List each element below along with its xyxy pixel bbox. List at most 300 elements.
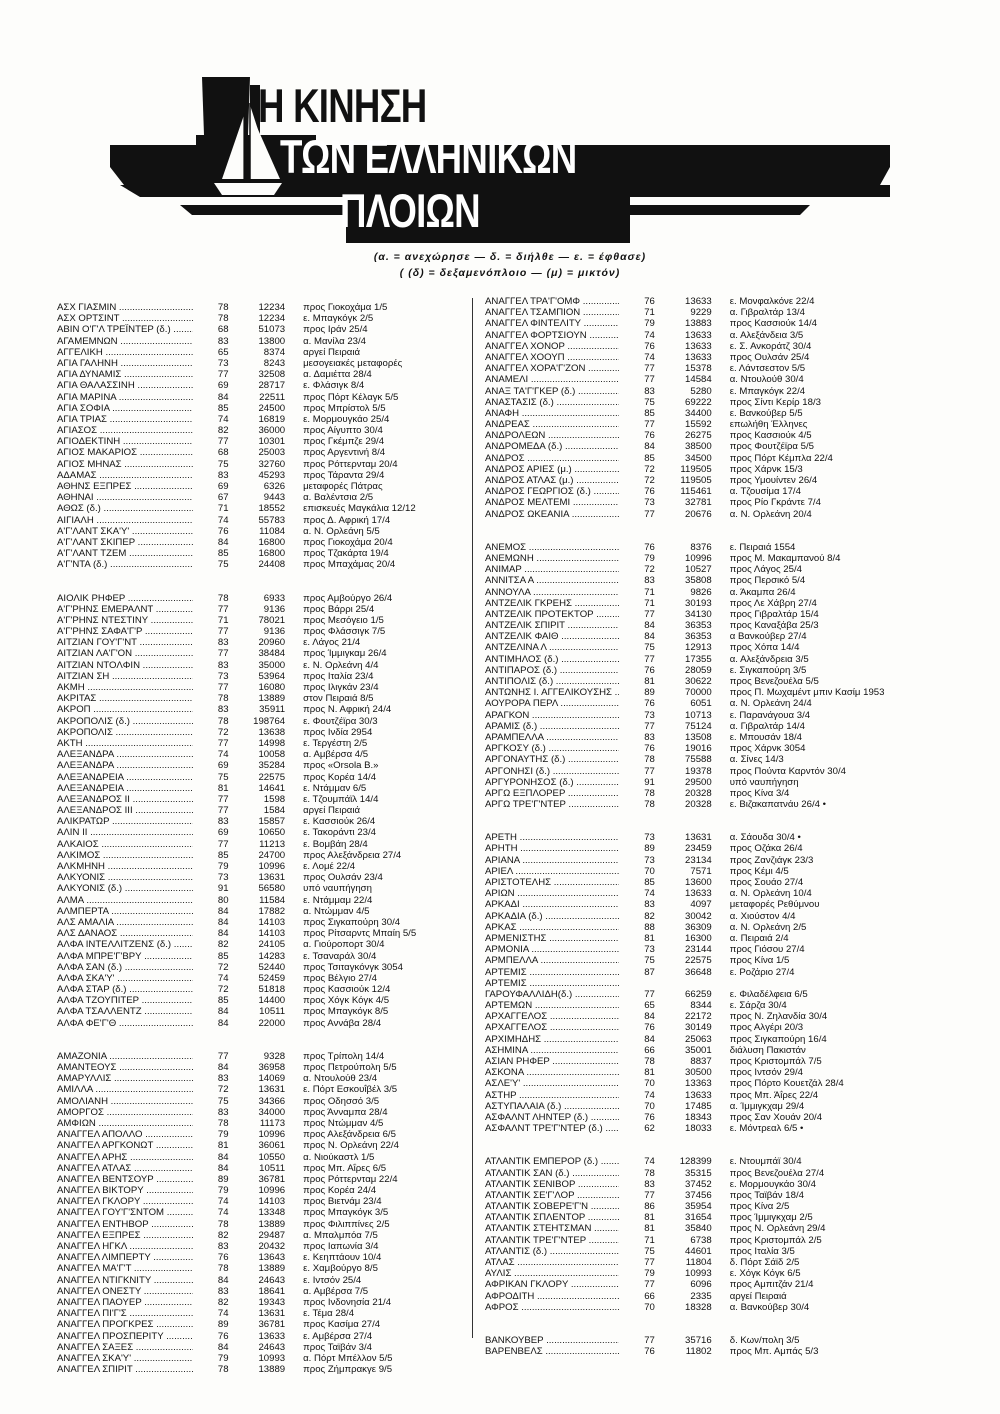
ship-name: ΑΛΦΑ ΙΝΤΕΛΛΙΤΖΕΝΣ (δ.) ..... <box>57 939 193 950</box>
tonnage: 2335 <box>690 1290 712 1302</box>
ship-name: ΑΣΧ ΓΙΑΣΜΙΝ ..... <box>57 302 193 313</box>
ship-row <box>57 425 497 436</box>
ship-row <box>57 973 497 984</box>
ship-name: ΑΛΚΥΟΝΙΣ (δ.) ..... <box>57 883 193 894</box>
build-year: 77 <box>217 793 229 805</box>
ship-status: προς Ιταλία 23/4 <box>303 670 374 682</box>
ship-row <box>485 631 925 642</box>
headline-line-1: Η ΚΙΝΗΣΗ <box>258 79 427 132</box>
ship-name: ΑΝΔΡΕΑΣ ..... <box>485 419 619 430</box>
ship-name: ΑΝΤΖΕΛΙΚ ΠΡΟΤΕΚΤΟΡ ..... <box>485 609 619 620</box>
ship-status: προς Κίνα 2/5 <box>729 1201 790 1213</box>
ship-row <box>57 1006 497 1017</box>
ship-status: προς Κριστομπάλ 7/5 <box>729 1056 822 1067</box>
ship-row <box>57 369 497 380</box>
ship-status: α. Τζουσίμα 17/4 <box>729 486 801 498</box>
tonnage: 15592 <box>685 419 712 431</box>
ship-name: ΑΙΓΙΑΛΗ ..... <box>57 515 193 526</box>
ship-status: ε. Μορμουγκάο 25/4 <box>303 413 390 425</box>
tonnage: 55783 <box>258 514 286 526</box>
ship-status: προς Ινδονησία 21/4 <box>303 1296 392 1308</box>
build-year: 76 <box>644 296 655 307</box>
build-year: 79 <box>217 861 229 872</box>
ship-name: Α'Γ'ΝΤΑ (δ.) ..... <box>57 559 193 570</box>
ship-status: α. Βανκούβερ 30/4 <box>729 1301 810 1313</box>
ship-row <box>57 839 497 850</box>
build-year: 66 <box>644 1044 655 1056</box>
build-year: 77 <box>644 988 655 1000</box>
ship-row <box>485 1034 925 1045</box>
ship-name: ΑΣΧ ΟΡΤΣΙΝΤ ..... <box>57 313 193 324</box>
ship-name: ΑΤΛΑΝΤΙΚ ΕΜΠΕΡΟΡ (δ.) ..... <box>485 1156 619 1167</box>
build-year: 73 <box>644 854 655 866</box>
build-year: 83 <box>644 1178 655 1190</box>
ship-name: ΑΛΕΞΑΝΔΡΑ ..... <box>57 749 193 760</box>
tonnage: 119505 <box>680 475 712 486</box>
tonnage: 1598 <box>263 793 286 805</box>
ship-status: α. Βαλέντσια 2/5 <box>303 492 374 504</box>
ship-status: προς Φουτζέϊρα 5/5 <box>729 441 814 453</box>
build-year: 75 <box>644 955 655 967</box>
tonnage: 32781 <box>685 497 712 509</box>
ship-status: ε. Κεηπτάουν 10/4 <box>303 1252 382 1264</box>
tonnage: 56580 <box>258 883 286 895</box>
ship-row <box>485 788 925 799</box>
build-year: 78 <box>217 1218 229 1230</box>
ship-row <box>57 962 497 973</box>
ship-status: προς Αλεξάνδρεια 6/5 <box>303 1129 396 1141</box>
ship-row <box>57 1084 497 1095</box>
build-year: 77 <box>217 682 229 693</box>
ship-row <box>57 503 497 514</box>
ship-row <box>57 883 497 894</box>
tonnage: 16080 <box>258 682 286 693</box>
tonnage: 35284 <box>258 760 286 772</box>
build-year: 77 <box>217 805 229 817</box>
ship-name: ΑΝΑΓΓΕΛ ΑΡΗΣ ..... <box>57 1152 193 1163</box>
ship-row <box>485 441 925 452</box>
ship-name: ΑΝΑΓΓΕΛ ΧΟΡΑ'Γ'ΖΟΝ ..... <box>485 363 619 374</box>
ship-row <box>485 843 925 854</box>
tonnage: 17882 <box>258 905 286 917</box>
ship-name: ΑΚΡΟΠΟΛΙΣ (δ.) ..... <box>57 716 193 727</box>
ship-name: ΑΛΚΑΙΟΣ ..... <box>57 839 193 850</box>
ship-row <box>57 436 497 447</box>
ship-row <box>57 336 497 347</box>
ship-name: ΑΛΕΞΑΝΔΡΕΙΑ ..... <box>57 783 193 794</box>
build-year: 70 <box>644 1100 655 1112</box>
tonnage: 36353 <box>685 631 712 643</box>
build-year: 72 <box>644 463 655 475</box>
build-year: 84 <box>217 536 229 548</box>
ship-status: μεταφορές Ρεθύμνου <box>729 899 820 911</box>
tonnage: 36781 <box>258 1173 286 1185</box>
ship-row <box>57 727 497 738</box>
ship-name: ΑΛΕΞΑΝΔΡΑ ..... <box>57 760 193 771</box>
ship-status: προς Τσιταγκόνγκ 3054 <box>303 961 403 973</box>
build-year: 89 <box>217 1319 229 1331</box>
ship-row <box>485 754 925 765</box>
tonnage: 115461 <box>680 486 712 498</box>
build-year: 72 <box>217 961 229 973</box>
ship-status: προς Κασσιούκ 14/4 <box>729 318 817 330</box>
ship-status: αργεί Πειραιά <box>303 346 361 358</box>
ship-name: ΑΛΚΥΟΝΙΣ ..... <box>57 872 193 883</box>
ship-name: ΑΡΚΑΣ ..... <box>485 922 619 933</box>
build-year: 77 <box>644 1257 655 1268</box>
ship-row <box>485 1257 925 1268</box>
ship-status: α. Πόρτ Μπέλλον 5/5 <box>303 1352 393 1364</box>
tonnage: 13631 <box>258 1084 286 1096</box>
ship-status: προς Γιοκοχάμα 1/5 <box>303 302 388 313</box>
build-year: 84 <box>217 1341 229 1353</box>
ship-row <box>485 777 925 788</box>
tonnage: 10996 <box>258 1129 286 1141</box>
ship-row <box>485 397 925 408</box>
ship-row <box>57 1152 497 1163</box>
ship-list-group <box>485 1335 925 1357</box>
tonnage: 7571 <box>690 865 712 877</box>
ship-name: ΑΝΔΡΟΣ ΓΕΩΡΓΙΟΣ (δ.) ..... <box>485 486 619 497</box>
ship-status: προς Αλγέρι 20/3 <box>729 1022 804 1034</box>
ship-name: ΑΛΦΑ ΦΕ'Γ'Θ ..... <box>57 1018 193 1029</box>
build-year: 81 <box>644 932 655 944</box>
ship-name: ΑΛΣ ΔΑΝΑΟΣ ..... <box>57 928 193 939</box>
tonnage: 36958 <box>258 1062 286 1073</box>
ship-name: ΑΝΑΓΓΕΛ ΑΤΛΑΣ ..... <box>57 1163 193 1174</box>
tonnage: 25063 <box>685 1033 712 1045</box>
ship-name: ΑΡΙΑΝΑ ..... <box>485 855 619 866</box>
tonnage: 18641 <box>258 1285 286 1297</box>
ship-name: ΑΤΛΑΝΤΙΚ ΣΑΝ (δ.) ..... <box>485 1168 619 1179</box>
ship-name: ΑΡΤΕΜΙΣ ..... <box>485 978 619 989</box>
build-year: 77 <box>217 603 229 615</box>
build-year: 70 <box>644 1301 655 1313</box>
build-year: 74 <box>217 972 229 984</box>
ship-name: ΑΛΦΑ ΤΖΟΥΠΙΤΕΡ ..... <box>57 995 193 1006</box>
legend-abbreviations: (α. = ανεχώρησε — δ. = διήλθε — ε. = έφθασε) <box>373 251 647 263</box>
ship-row <box>57 1275 497 1286</box>
ship-name: ΑΡΑΜΙΣ (δ.) ..... <box>485 721 619 732</box>
tonnage: 11802 <box>685 1346 712 1358</box>
build-year: 77 <box>644 363 655 375</box>
build-year: 78 <box>644 1167 655 1179</box>
ship-status: α. Σάουδα 30/4 • <box>729 832 801 844</box>
build-year: 67 <box>217 492 229 504</box>
ship-row <box>57 481 497 492</box>
ship-row <box>57 906 497 917</box>
ship-status: προς Οζάκα 26/4 <box>729 843 803 855</box>
ship-status: ε. Μορμουγκάο 30/4 <box>729 1178 816 1190</box>
ship-row <box>485 1123 925 1134</box>
build-year: 75 <box>644 642 655 654</box>
ship-status: ε. Ντάμμαν 6/5 <box>303 782 367 794</box>
tonnage: 38500 <box>685 441 712 453</box>
ship-row <box>57 593 497 604</box>
tonnage: 18552 <box>258 503 286 515</box>
build-year: 66 <box>644 1290 655 1302</box>
tonnage: 14998 <box>258 737 286 749</box>
ship-row <box>57 1241 497 1252</box>
ship-status: προς Δ. Αφρική 17/4 <box>303 514 391 526</box>
tonnage: 13631 <box>258 872 286 884</box>
ship-status: προς Ιράν 25/4 <box>303 324 368 336</box>
ship-row <box>57 1140 497 1151</box>
tonnage: 4097 <box>690 899 712 911</box>
tonnage: 66259 <box>685 988 712 1000</box>
build-year: 69 <box>217 827 229 839</box>
ship-name: ΑΣΗΜΙΝΑ ..... <box>485 1045 619 1056</box>
ship-name: ΑΝΑΓΓΕΛ ΒΙΚΤΟΡΥ ..... <box>57 1185 193 1196</box>
ship-name: ΒΑΝΚΟΥΒΕΡ ..... <box>485 1335 619 1346</box>
ship-row <box>57 347 497 358</box>
build-year: 81 <box>644 1223 655 1235</box>
ship-name: ΑΤΛΑΣ ..... <box>485 1257 619 1268</box>
ship-row <box>485 542 925 553</box>
ship-row <box>485 553 925 564</box>
ship-list-group <box>485 296 925 520</box>
tonnage: 38484 <box>258 648 286 660</box>
ship-name: ΑΝΑΓΓΕΛ ΑΠΟΛΛΟ ..... <box>57 1129 193 1140</box>
build-year: 72 <box>217 726 229 738</box>
ship-name: ΑΜΑΡΥΛΛΙΣ ..... <box>57 1073 193 1084</box>
tonnage: 18328 <box>685 1301 712 1313</box>
tonnage: 9229 <box>690 307 712 319</box>
ship-name: ΑΓΓΕΛΙΚΗ ..... <box>57 347 193 358</box>
ship-row <box>485 1056 925 1067</box>
ship-name: ΑΜΟΛΙΑΝΗ ..... <box>57 1096 193 1107</box>
ship-name: ΑΛΦΑ ΣΑΝ (δ.) ..... <box>57 962 193 973</box>
tonnage: 11173 <box>259 1117 286 1129</box>
ship-row <box>485 330 925 341</box>
ship-status: ε. Τσαναράλ 30/4 <box>303 950 377 962</box>
build-year: 72 <box>644 564 655 576</box>
ship-status: διάλυση Πακιστάν <box>729 1044 806 1056</box>
ship-status: ε. Τεργέστη 2/5 <box>303 737 368 749</box>
ship-status: ε. Μονφαλκόνε 22/4 <box>729 296 815 307</box>
ship-name: ΑΝΔΡΟΣ ..... <box>485 453 619 464</box>
build-year: 75 <box>644 1245 655 1257</box>
build-year: 87 <box>644 966 655 978</box>
ship-status: προς Πόρτ Κέμπλα 22/4 <box>729 452 833 464</box>
tonnage: 13889 <box>258 1218 286 1230</box>
build-year: 82 <box>217 939 229 951</box>
ship-name: Α'Γ'ΡΗΝΣ ΝΤΕΣΤΙΝΥ ..... <box>57 615 193 626</box>
ship-name: ΑΙΤΖΙΑΝ ΣΗ ..... <box>57 671 193 682</box>
tonnage: 11084 <box>259 525 286 537</box>
tonnage: 35911 <box>259 704 286 716</box>
build-year: 76 <box>644 698 655 710</box>
tonnage: 36781 <box>258 1319 286 1331</box>
ship-row <box>57 872 497 883</box>
ship-row <box>57 1129 497 1140</box>
ship-name: ΑΡΓΥΡΟΝΗΣΟΣ (δ.) ..... <box>485 777 619 788</box>
ship-name: ΑΝΑΓΓΕΛ ΕΝΤΗΒΟΡ ..... <box>57 1219 193 1230</box>
ship-row <box>485 1000 925 1011</box>
tonnage: 5280 <box>690 385 712 397</box>
ship-name: ΑΛΦΑ ΣΤΑΡ (δ.) ..... <box>57 984 193 995</box>
ship-name: ΑΤΛΑΝΤΙΚ ΣΠΛΕΝΤΟΡ ..... <box>485 1212 619 1223</box>
ship-row <box>485 1279 925 1290</box>
ship-name: Α'Γ'ΛΑΝΤ ΤΖΕΜ ..... <box>57 548 193 559</box>
ship-name: ΑΚΜΗ ..... <box>57 682 193 693</box>
tonnage: 35000 <box>258 659 286 671</box>
build-year: 84 <box>217 1274 229 1286</box>
build-year: 73 <box>217 670 229 682</box>
tonnage: 34000 <box>258 1106 286 1118</box>
ship-status: προς Πετρούπολη 5/5 <box>303 1062 397 1073</box>
ship-name: ΑΝΑΓΓΕΛ ΤΡΑ'Γ'ΟΜΦ ..... <box>485 296 619 307</box>
ship-row <box>485 598 925 609</box>
ship-status: προς Ντώμμαν 4/5 <box>303 1117 384 1129</box>
build-year: 78 <box>644 754 655 766</box>
ship-row <box>57 995 497 1006</box>
tonnage: 13633 <box>685 1089 712 1101</box>
ship-status: ε. Λάντσεστον 5/5 <box>729 363 806 375</box>
build-year: 75 <box>644 396 655 408</box>
ship-row <box>57 392 497 403</box>
build-year: 83 <box>217 1241 229 1252</box>
tonnage: 13633 <box>685 888 712 900</box>
ship-row <box>485 1268 925 1279</box>
build-year: 78 <box>217 302 229 313</box>
build-year: 76 <box>217 1252 229 1264</box>
tonnage: 36309 <box>685 921 712 933</box>
build-year: 77 <box>217 1050 229 1062</box>
ship-row <box>485 296 925 307</box>
ship-name: ΑΥΛΙΣ ..... <box>485 1268 619 1279</box>
tonnage: 34130 <box>685 608 712 620</box>
build-year: 76 <box>644 1111 655 1123</box>
tonnage: 10550 <box>258 1151 286 1163</box>
tonnage: 35716 <box>685 1334 712 1346</box>
ship-name: ΑΝΔΡΟΣ ΑΡΙΕΣ (μ.) ..... <box>485 464 619 475</box>
ship-name: ΑΓΙΟΣ ΜΑΚΑΡΙΟΣ ..... <box>57 447 193 458</box>
ship-status: προς Υμουίντεν 26/4 <box>729 475 818 486</box>
ship-status: ε. Φλάσιγκ 8/4 <box>303 380 365 392</box>
ship-row <box>57 1051 497 1062</box>
tonnage: 19016 <box>685 743 712 755</box>
tonnage: 6096 <box>690 1279 712 1291</box>
ship-name: Α'Γ'ΡΗΝΣ ΕΜΕΡΑΛΝΤ ..... <box>57 604 193 615</box>
ship-name: ΑΚΡΟΠΟΛΙΣ ..... <box>57 727 193 738</box>
tonnage: 1584 <box>263 805 286 817</box>
ship-status: προς Μπρίστολ 5/5 <box>303 402 386 414</box>
ship-status: ε. Ντάμμαμ 22/4 <box>303 894 373 906</box>
tonnage: 36000 <box>258 425 286 437</box>
build-year: 83 <box>644 899 655 911</box>
tonnage: 23134 <box>685 854 712 866</box>
ship-name: ΑΝΤΖΕΛΙΝΑ Λ ..... <box>485 642 619 653</box>
ship-name: ΑΝΝΙΤΣΑ Α ..... <box>485 575 619 586</box>
ship-name: ΑΡΑΓΚΟΝ ..... <box>485 710 619 721</box>
build-year: 77 <box>644 1334 655 1346</box>
tonnage: 17485 <box>685 1100 712 1112</box>
ship-row <box>485 1201 925 1212</box>
ship-row <box>57 1319 497 1330</box>
ship-row <box>485 710 925 721</box>
ship-row <box>485 1067 925 1078</box>
ship-status: προς Αλεξάνδρεια 27/4 <box>303 849 402 861</box>
ship-status: ε. Ιντσόν 25/4 <box>303 1274 362 1286</box>
ship-name: ΑΝΕΜΩΝΗ ..... <box>485 553 619 564</box>
tonnage: 24700 <box>258 849 286 861</box>
build-year: 83 <box>644 385 655 397</box>
ship-name: ΑΦΡΙΚΑΝ ΓΚΛΟΡΥ ..... <box>485 1279 619 1290</box>
ship-row <box>485 1302 925 1313</box>
ship-status: α. Ν. Ορλεάνη 5/5 <box>303 525 380 537</box>
tonnage: 69222 <box>685 396 712 408</box>
build-year: 83 <box>217 1106 229 1118</box>
ship-row <box>485 899 925 910</box>
tonnage: 30042 <box>685 910 712 922</box>
ship-row <box>485 1212 925 1223</box>
tonnage: 9136 <box>263 626 286 638</box>
ship-status: προς Αίγυπτο 30/4 <box>303 425 383 437</box>
ship-row <box>485 1246 925 1257</box>
ship-name: ΑΟΥΡΟΡΑ ΠΕΡΛ ..... <box>485 698 619 709</box>
build-year: 73 <box>644 944 655 956</box>
ship-status: προς Ίμμιγκαμ 26/4 <box>303 648 387 660</box>
ship-name: ΑΝΤΩΝΗΣ Ι. ΑΓΓΕΛΙΚΟΥΣΗΣ ..... <box>485 687 619 698</box>
ship-name: ΑΡΜΕΝΙΣΤΗΣ ..... <box>485 933 619 944</box>
tonnage: 28059 <box>685 664 712 676</box>
ship-name: ΑΘΗΝΣ ΕΞΠΡΕΣ ..... <box>57 481 193 492</box>
ship-row <box>57 1185 497 1196</box>
tonnage: 22511 <box>259 391 286 403</box>
build-year: 79 <box>644 318 655 330</box>
ship-name: ΑΓΙΑ ΤΡΙΑΣ ..... <box>57 414 193 425</box>
ship-row <box>485 1078 925 1089</box>
build-year: 75 <box>217 771 229 783</box>
ship-name: ΑΝΔΡΟΣ ΩΚΕΑΝΙΑ ..... <box>485 509 619 520</box>
ship-name: ΑΛΜΠΕΡΤΑ ..... <box>57 906 193 917</box>
tonnage: 119505 <box>680 463 712 475</box>
build-year: 82 <box>217 425 229 437</box>
ship-name: ΑΝΑΣΤΑΣΙΣ (δ.) ..... <box>485 397 619 408</box>
build-year: 79 <box>217 1352 229 1364</box>
ship-status: ε. Αμβέρσα 27/4 <box>303 1330 373 1342</box>
ship-row <box>485 609 925 620</box>
ship-status: α. Γιβραλτάρ 13/4 <box>729 307 805 319</box>
ship-name: ΑΛΕΞΑΝΔΡΕΙΑ ..... <box>57 772 193 783</box>
tonnage: 52459 <box>258 972 286 984</box>
ship-status: ε. Χόγκ Κόγκ 6/5 <box>729 1268 801 1280</box>
ship-name: ΑΡΑΜΠΕΛΛΑ ..... <box>485 732 619 743</box>
build-year: 74 <box>644 351 655 363</box>
left-column <box>57 302 497 1397</box>
tonnage: 30193 <box>685 597 712 609</box>
tonnage: 25003 <box>258 447 286 459</box>
ship-status: α. Ντουλούθ 23/4 <box>303 1073 378 1085</box>
ship-status: προς Ζανζιάγκ 23/3 <box>729 854 814 866</box>
ship-name: ΑΝΑΓΓΕΛ ΑΡΓΚΟΝΩΤ ..... <box>57 1140 193 1151</box>
ship-status: προς Βιετνάμ 23/4 <box>303 1196 382 1208</box>
ship-row <box>57 693 497 704</box>
ship-status: ε. Φουτζέϊρα 30/3 <box>303 715 378 727</box>
tonnage: 16800 <box>258 536 286 548</box>
tonnage <box>665 978 730 989</box>
ship-name: ΑΝΔΡΟΛΕΩΝ ..... <box>485 430 619 441</box>
ship-name: ΑΝΤΖΕΛΙΚ ΣΠΙΡΙΤ ..... <box>485 620 619 631</box>
ship-row <box>57 827 497 838</box>
build-year: 78 <box>644 799 655 811</box>
ship-row <box>57 1062 497 1073</box>
tonnage: 24500 <box>258 402 286 414</box>
ship-row <box>485 1011 925 1022</box>
build-year: 77 <box>644 765 655 777</box>
ship-name: Α'Γ'ΡΗΝΣ ΣΑΦΑ'Γ'Ρ ..... <box>57 626 193 637</box>
